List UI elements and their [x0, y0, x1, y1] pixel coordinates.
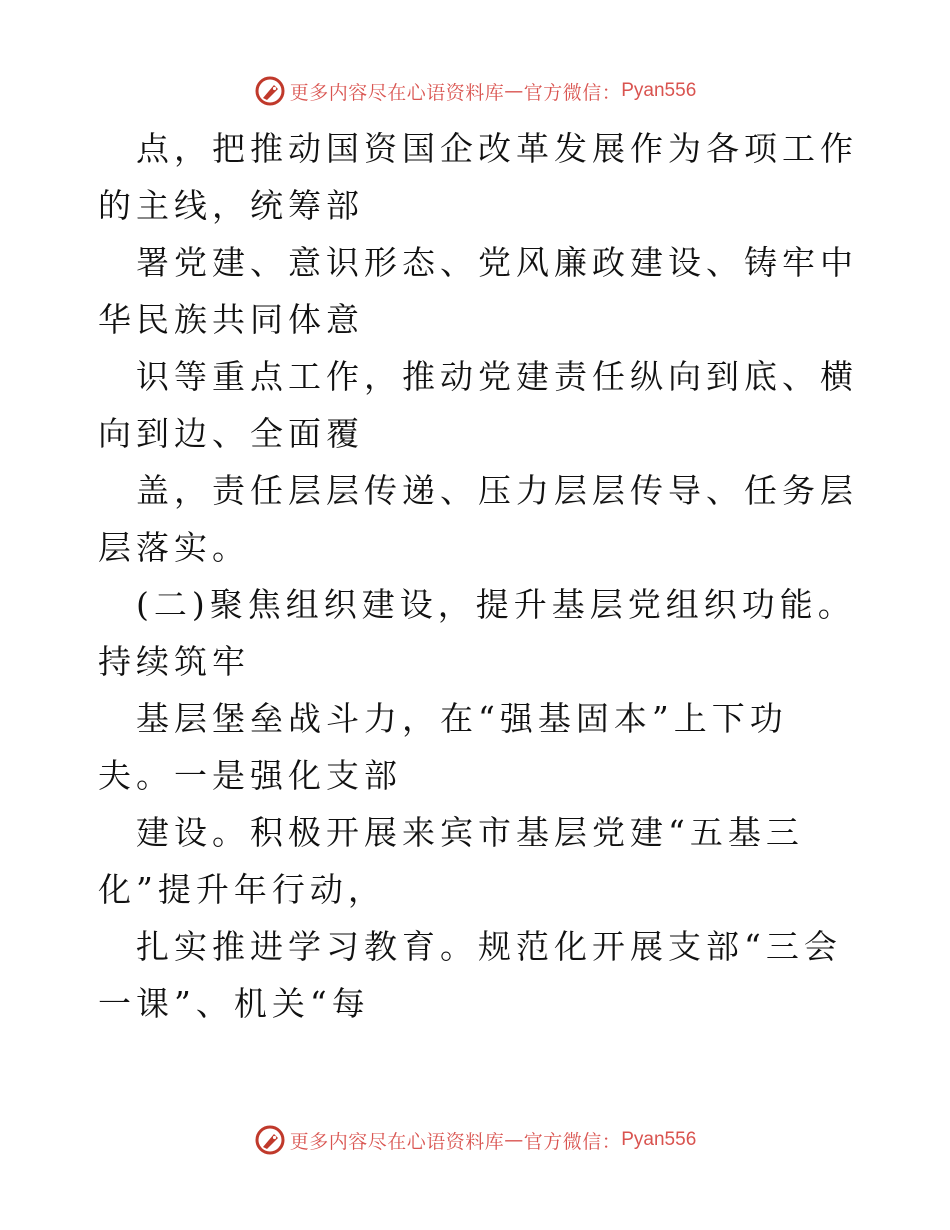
pen-nib-circle-icon: [254, 1124, 286, 1156]
banner-site-text: 更多内容尽在心语资料库: [289, 81, 505, 104]
paragraph: 建设。积极开展来宾市基层党建“五基三化”提升年行动，: [98, 813, 804, 909]
banner-wechat-label: 官方微信：: [523, 1130, 622, 1153]
paragraph: 点，把推动国资国企改革发展作为各项工作的主线，统筹部: [98, 129, 858, 225]
pen-nib-circle-icon: [254, 75, 286, 107]
banner-wechat-id: Pyan556: [621, 80, 697, 101]
paragraph: 盖，责任层层传递、压力层层传导、任务层层落实。: [98, 471, 858, 567]
paragraph: 基层堡垒战斗力，在“强基固本”上下功夫。一是强化支部: [98, 699, 788, 795]
paragraph: 识等重点工作，推动党建责任纵向到底、横向到边、全面覆: [98, 357, 858, 453]
header-banner: [0, 71, 950, 111]
banner-dash: —: [504, 80, 524, 102]
footer-banner: [0, 1120, 950, 1160]
paragraph: (二)聚焦组织建设，提升基层党组织功能。持续筑牢: [98, 585, 856, 681]
document-body: [98, 120, 858, 1032]
banner-site-text: 更多内容尽在心语资料库: [289, 1130, 505, 1153]
paragraph: 扎实推进学习教育。规范化开展支部“三会一课”、机关“每: [98, 927, 842, 1023]
banner-wechat-label: 官方微信：: [523, 81, 622, 104]
banner-dash: —: [504, 1129, 524, 1151]
banner-wechat-id: Pyan556: [621, 1129, 697, 1150]
paragraph: 署党建、意识形态、党风廉政建设、铸牢中华民族共同体意: [98, 243, 858, 339]
